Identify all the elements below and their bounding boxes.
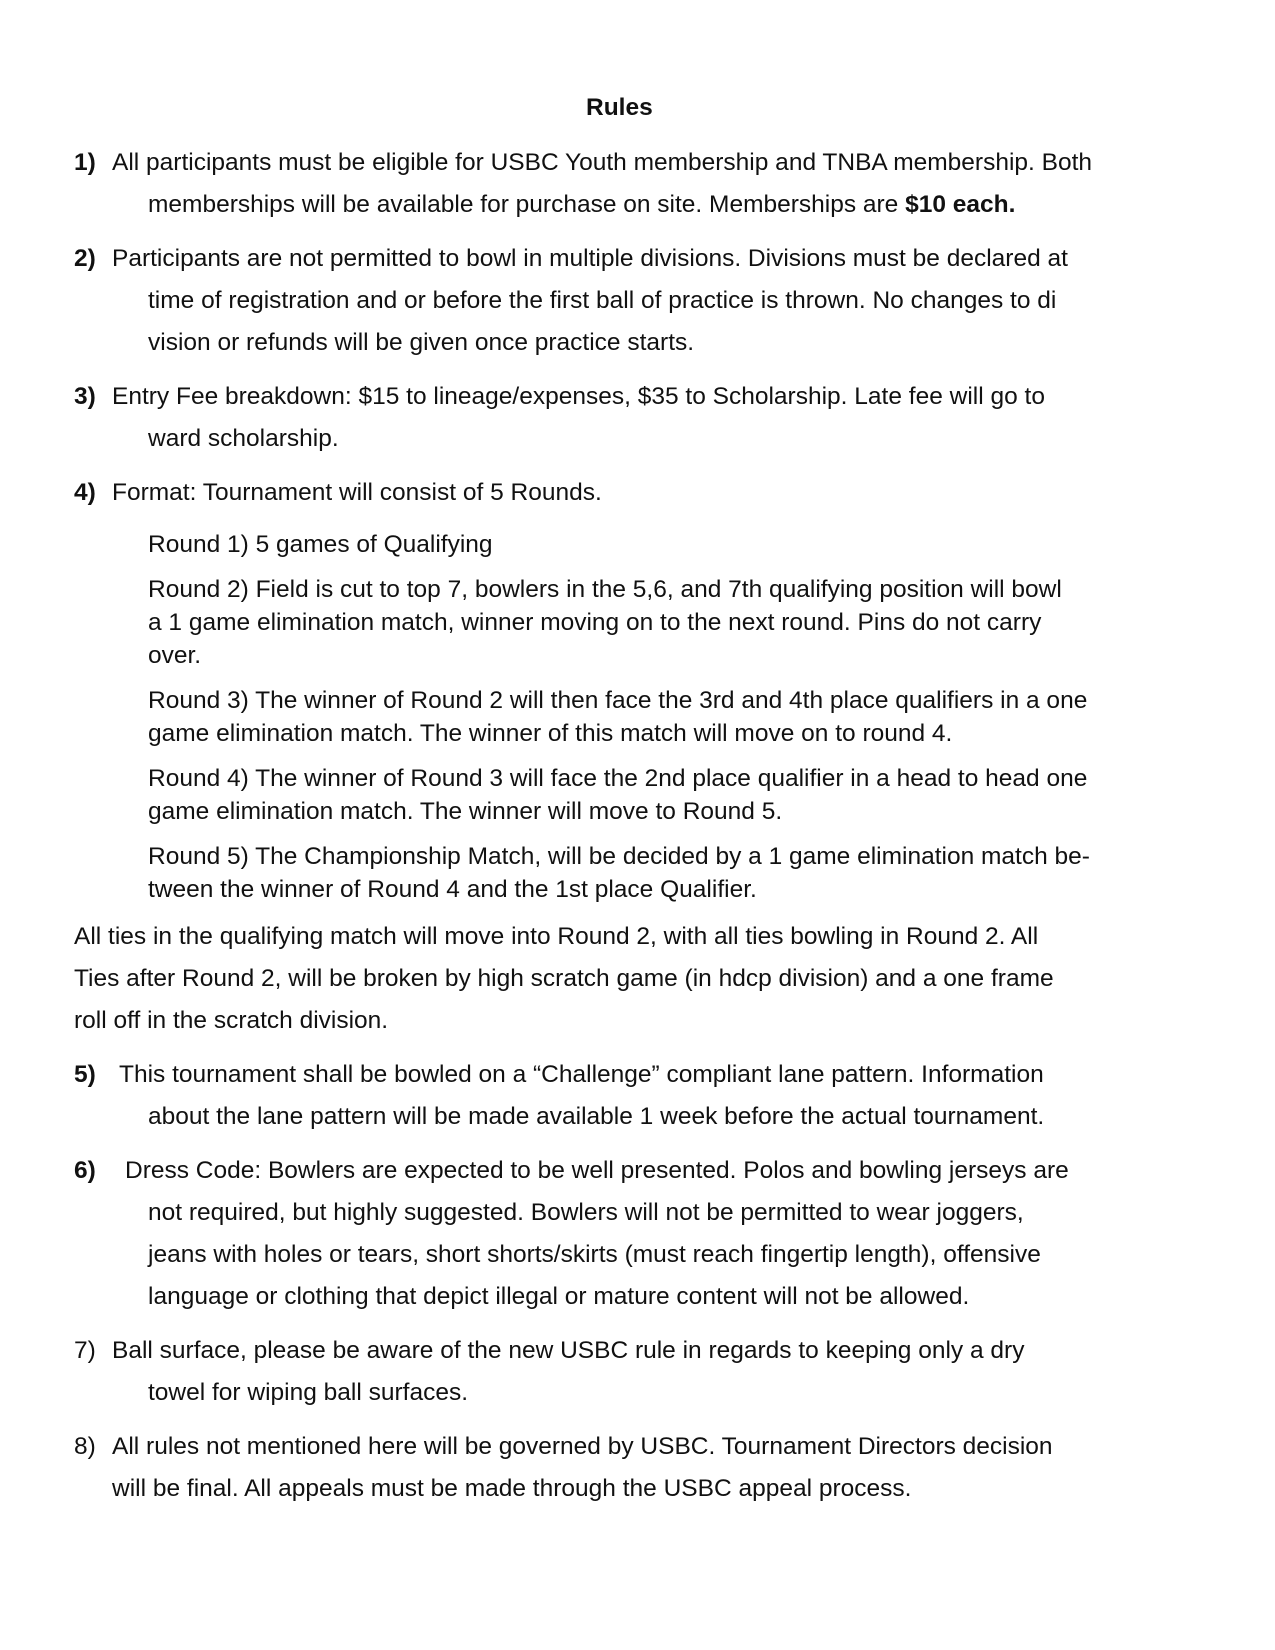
round-2-line-3: over. <box>148 642 202 669</box>
rule-4-number: 4) <box>74 479 96 506</box>
rule-1-line-2 <box>148 193 1015 218</box>
rule-6-line-1: Dress Code: Bowlers are expected to be well presented. Polos and bowling jerseys are <box>125 1157 1069 1184</box>
rule-6-line-3: jeans with holes or tears, short shorts/skirts (must reach fingertip length), offensive <box>148 1241 1041 1268</box>
rule-2-line-2: time of registration and or before the first ball of practice is thrown. No changes to di <box>148 287 1057 314</box>
rule-6-number: 6) <box>74 1157 96 1184</box>
rule-2-number: 2) <box>74 245 96 272</box>
round-3-line-1: Round 3) The winner of Round 2 will then face the 3rd and 4th place qualifiers in a one <box>148 687 1088 714</box>
rule-7-line-1: Ball surface, please be aware of the new USBC rule in regards to keeping only a dry <box>112 1337 1025 1364</box>
round-2-line-2: a 1 game elimination match, winner moving on to the next round. Pins do not carry <box>148 609 1042 636</box>
round-3-line-2: game elimination match. The winner of this match will move on to round 4. <box>148 720 953 747</box>
rule-7-number: 7) <box>74 1337 96 1364</box>
ties-line-1: All ties in the qualifying match will move into Round 2, with all ties bowling in Round 2. All <box>74 923 1039 950</box>
round-5-line-1: Round 5) The Championship Match, will be decided by a 1 game elimination match be- <box>148 843 1090 870</box>
rule-6-line-2: not required, but highly suggested. Bowlers will not be permitted to wear joggers, <box>148 1199 1024 1226</box>
membership-price: $10 each. <box>905 191 1016 218</box>
rule-5-number: 5) <box>74 1061 96 1088</box>
page-title: Rules <box>586 94 653 121</box>
rule-4-line-1: Format: Tournament will consist of 5 Rounds. <box>112 479 602 506</box>
rule-8-line-2: will be final. All appeals must be made through the USBC appeal process. <box>112 1475 912 1502</box>
ties-line-2: Ties after Round 2, will be broken by high scratch game (in hdcp division) and a one frame <box>74 965 1054 992</box>
rule-3-line-1: Entry Fee breakdown: $15 to lineage/expenses, $35 to Scholarship. Late fee will go to <box>112 383 1045 410</box>
round-2-line-1: Round 2) Field is cut to top 7, bowlers in the 5,6, and 7th qualifying position will bowl <box>148 576 1062 603</box>
rule-2-line-3: vision or refunds will be given once practice starts. <box>148 329 695 356</box>
rule-8-line-1: All rules not mentioned here will be governed by USBC. Tournament Directors decision <box>112 1433 1053 1460</box>
rule-1-line-1: All participants must be eligible for USBC Youth membership and TNBA membership. Both <box>112 149 1093 176</box>
round-4-line-2: game elimination match. The winner will move to Round 5. <box>148 798 783 825</box>
ties-line-3: roll off in the scratch division. <box>74 1007 389 1034</box>
round-5-line-2: tween the winner of Round 4 and the 1st place Qualifier. <box>148 876 757 903</box>
rule-1-number: 1) <box>74 149 96 176</box>
rule-5-line-2: about the lane pattern will be made available 1 week before the actual tournament. <box>148 1103 1045 1130</box>
round-1-text: Round 1) 5 games of Qualifying <box>148 531 493 558</box>
round-4-line-1: Round 4) The winner of Round 3 will face the 2nd place qualifier in a head to head one <box>148 765 1088 792</box>
rule-8-number: 8) <box>74 1433 96 1460</box>
rule-7-line-2: towel for wiping ball surfaces. <box>148 1379 469 1406</box>
rule-1-text: memberships will be available for purchase on site. Memberships are <box>148 191 906 218</box>
rule-3-number: 3) <box>74 383 96 410</box>
rule-5-line-1: This tournament shall be bowled on a “Challenge” compliant lane pattern. Information <box>119 1061 1044 1088</box>
rule-6-line-4: language or clothing that depict illegal or mature content will not be allowed. <box>148 1283 970 1310</box>
rule-3-line-2: ward scholarship. <box>148 425 339 452</box>
rule-2-line-1: Participants are not permitted to bowl in multiple divisions. Divisions must be declared at <box>112 245 1068 272</box>
